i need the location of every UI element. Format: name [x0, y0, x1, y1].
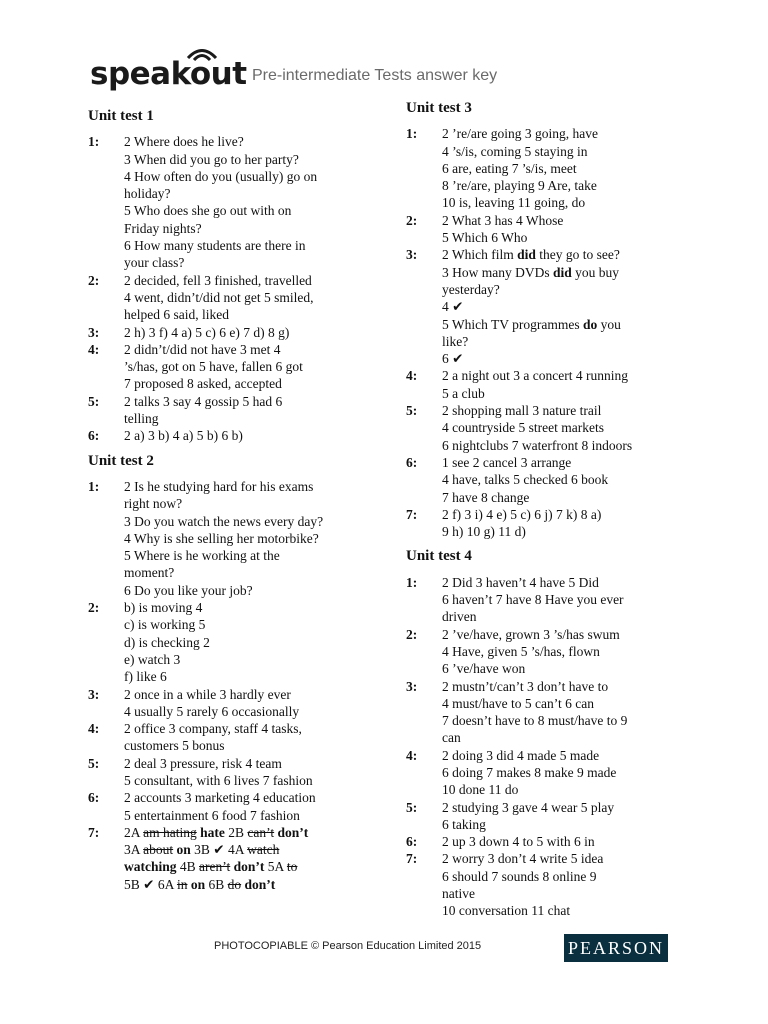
answer-line [124, 651, 378, 668]
answer-segment: moment? [124, 565, 175, 581]
answer-line [442, 437, 696, 454]
question-number: 1: [88, 134, 100, 150]
answer-segment: 6B [205, 876, 228, 892]
answer-line [124, 358, 378, 375]
answer-segment: helped 6 said, liked [124, 307, 229, 323]
answer-text [124, 478, 378, 599]
answer-segment: they go to see? [535, 247, 620, 263]
corrected-word: watching [124, 859, 177, 875]
answer-item [406, 833, 696, 850]
answer-line [442, 212, 696, 229]
answer-segment: 2 Is he studying hard for his exams [124, 478, 314, 494]
answer-line [124, 599, 378, 616]
answer-segment: 6 How many students are there in [124, 238, 306, 254]
answer-line [442, 194, 696, 211]
logo-text-out: out [189, 56, 247, 92]
answer-item [406, 367, 696, 402]
pearson-logo: PEARSON [564, 934, 668, 962]
answer-line [442, 419, 696, 436]
answer-segment: 2 doing 3 did 4 made 5 made [442, 747, 600, 763]
answer-text [124, 324, 378, 341]
answer-line [124, 789, 378, 806]
answer-line [124, 616, 378, 633]
answer-line [442, 523, 696, 540]
question-number: 3: [406, 247, 418, 263]
answer-line [442, 902, 696, 919]
answer-segment: 4 Have, given 5 ’s/has, flown [442, 643, 600, 659]
answer-segment: 5 Where is he working at the [124, 548, 280, 564]
struck-word: aren’t [199, 859, 231, 875]
answer-segment: 2 Did 3 haven’t 4 have 5 Did [442, 574, 599, 590]
answer-segment: 2 h) 3 f) 4 a) 5 c) 6 e) 7 d) 8 g) [124, 324, 290, 340]
question-number: 3: [406, 678, 418, 694]
answer-segment: like? [442, 333, 469, 349]
answer-item [406, 747, 696, 799]
answer-line [442, 781, 696, 798]
answer-item [88, 341, 378, 393]
answer-text [124, 272, 378, 324]
answer-segment: 2 a) 3 b) 4 a) 5 b) 6 b) [124, 428, 243, 444]
answer-segment: ’s/has, got on 5 have, fallen 6 got [124, 359, 303, 375]
answer-segment: 10 is, leaving 11 going, do [442, 195, 586, 211]
answer-segment: 5 a club [442, 385, 485, 401]
answer-segment: native [442, 886, 475, 902]
answer-segment: 3 How many DVDs [442, 264, 553, 280]
answer-line [442, 626, 696, 643]
answer-segment: f) like 6 [124, 669, 167, 685]
answer-segment: you [597, 316, 621, 332]
answer-line [124, 703, 378, 720]
answer-line [124, 547, 378, 564]
answer-text [124, 427, 378, 444]
corrected-word: don’t [277, 824, 309, 840]
unit-section [88, 453, 378, 893]
left-column [88, 108, 378, 893]
answer-line [442, 471, 696, 488]
answer-line [124, 289, 378, 306]
answer-line [442, 712, 696, 729]
answer-segment: 4 went, didn’t/did not get 5 smiled, [124, 289, 314, 305]
question-number: 1: [406, 574, 418, 590]
answer-line [124, 807, 378, 824]
answer-line [442, 316, 696, 333]
answer-line [124, 530, 378, 547]
answer-item [88, 478, 378, 599]
answer-text [124, 599, 378, 685]
struck-word: in [176, 876, 188, 892]
question-number: 1: [88, 478, 100, 494]
document-subtitle: Pre-intermediate Tests answer key [252, 67, 498, 84]
question-number: 1: [406, 126, 418, 142]
question-number: 6: [88, 790, 100, 806]
answer-text [442, 850, 696, 919]
corrected-word: hate [200, 824, 225, 840]
sound-waves-icon [182, 44, 222, 62]
answer-text [442, 747, 696, 799]
answer-item [406, 850, 696, 919]
answer-segment: 2 Where does he live? [124, 134, 244, 150]
answer-text [442, 402, 696, 454]
answer-segment: 5 entertainment 6 food 7 fashion [124, 807, 300, 823]
answer-segment: e) watch 3 [124, 651, 181, 667]
answer-item [88, 324, 378, 341]
answer-line [124, 495, 378, 512]
unit-title: Unit test 1 [88, 108, 154, 124]
answer-line [124, 582, 378, 599]
corrected-word: on [176, 842, 191, 858]
answer-line [124, 686, 378, 703]
photocopiable-notice: PHOTOCOPIABLE © Pearson Education Limited 2015 [214, 940, 482, 952]
unit-section [406, 100, 696, 540]
answer-segment: yesterday? [442, 281, 500, 297]
answer-segment: 6 nightclubs 7 waterfront 8 indoors [442, 437, 633, 453]
answer-item [406, 246, 696, 367]
answer-line [442, 264, 696, 281]
answer-segment: 2 talks 3 say 4 gossip 5 had 6 [124, 393, 283, 409]
answer-line [124, 478, 378, 495]
answer-segment: 2 accounts 3 marketing 4 education [124, 790, 316, 806]
answer-text [124, 755, 378, 790]
answer-segment: 4 usually 5 rarely 6 occasionally [124, 703, 300, 719]
answer-line [442, 678, 696, 695]
answer-item [88, 599, 378, 685]
answer-segment: 4B [176, 859, 200, 875]
answer-segment: 7 proposed 8 asked, accepted [124, 376, 282, 392]
unit-title: Unit test 3 [406, 100, 472, 116]
answer-line [124, 410, 378, 427]
answer-segment: 6 are, eating 7 ’s/is, meet [442, 160, 577, 176]
answer-item [88, 720, 378, 755]
answer-line [124, 668, 378, 685]
struck-word: to [286, 859, 298, 875]
struck-word: do [227, 876, 242, 892]
answer-segment: 2A [124, 824, 144, 840]
answer-text [442, 799, 696, 834]
corrected-word: do [582, 316, 598, 332]
answer-text [442, 574, 696, 626]
answer-line [442, 816, 696, 833]
answer-text [124, 393, 378, 428]
right-column [406, 100, 696, 920]
answer-line [442, 660, 696, 677]
answer-line [442, 229, 696, 246]
answer-line [442, 281, 696, 298]
answer-item [88, 133, 378, 271]
answer-line [124, 564, 378, 581]
answer-segment: b) is moving 4 [124, 600, 203, 616]
answer-line [124, 858, 378, 875]
answer-line [124, 841, 378, 858]
unit-title: Unit test 2 [88, 452, 154, 469]
corrected-word: don’t [244, 876, 276, 892]
question-number: 7: [88, 824, 100, 840]
answer-segment: 4 How often do you (usually) go on [124, 168, 318, 184]
answer-segment: right now? [124, 496, 183, 512]
question-number: 7: [406, 506, 418, 522]
answer-line [124, 324, 378, 341]
answer-segment: 4 must/have to 5 can’t 6 can [442, 695, 594, 711]
question-number: 7: [406, 851, 418, 867]
question-number: 2: [406, 626, 418, 642]
answer-segment: 3B ✔ 4A [190, 842, 248, 858]
question-number: 2: [88, 272, 100, 288]
answer-line [124, 737, 378, 754]
answer-line [442, 246, 696, 263]
answer-segment: 7 have 8 change [442, 489, 530, 505]
corrected-word: did [553, 264, 572, 280]
answer-segment: 2 What 3 has 4 Whose [442, 212, 564, 228]
answer-text [442, 246, 696, 367]
answer-segment: 2 once in a while 3 hardly ever [124, 686, 291, 702]
answer-segment: you buy [571, 264, 620, 280]
answer-segment: 2 ’re/are going 3 going, have [442, 126, 598, 142]
question-number: 6: [88, 428, 100, 444]
answer-segment: 2 shopping mall 3 nature trail [442, 403, 602, 419]
answer-segment: 10 done 11 do [442, 782, 519, 798]
answer-line [442, 591, 696, 608]
corrected-word: did [517, 247, 536, 263]
answer-segment: 2 deal 3 pressure, risk 4 team [124, 755, 282, 771]
answer-segment: 2 mustn’t/can’t 3 don’t have to [442, 678, 609, 694]
answer-segment: 3 Do you watch the news every day? [124, 513, 324, 529]
answer-text [442, 506, 696, 541]
answer-item [88, 272, 378, 324]
answer-segment: 4 Why is she selling her motorbike? [124, 530, 319, 546]
answer-segment: 6 haven’t 7 have 8 Have you ever [442, 592, 624, 608]
answer-segment: 6 taking [442, 816, 486, 832]
question-number: 4: [88, 721, 100, 737]
answer-segment: 2 f) 3 i) 4 e) 5 c) 6 j) 7 k) 8 a) [442, 506, 602, 522]
answer-segment: 4 countryside 5 street markets [442, 420, 604, 436]
answer-line [442, 729, 696, 746]
answer-segment: 4 ’s/is, coming 5 staying in [442, 143, 588, 159]
answer-segment: 3A [124, 842, 144, 858]
answer-item [88, 755, 378, 790]
answer-line [124, 824, 378, 841]
answer-item [88, 824, 378, 893]
answer-item [406, 799, 696, 834]
answer-segment: 2 decided, fell 3 finished, travelled [124, 272, 312, 288]
answer-segment: 2 worry 3 don’t 4 write 5 idea [442, 851, 604, 867]
question-number: 5: [88, 393, 100, 409]
answer-text [442, 212, 696, 247]
answer-text [124, 686, 378, 721]
answer-line [124, 151, 378, 168]
answer-text [442, 454, 696, 506]
answer-line [442, 454, 696, 471]
answer-segment: 2 ’ve/have, grown 3 ’s/has swum [442, 626, 620, 642]
answer-line [124, 393, 378, 410]
answer-segment: 5A [264, 859, 287, 875]
answer-line [124, 341, 378, 358]
answer-segment: 3 When did you go to her party? [124, 151, 299, 167]
answer-text [124, 720, 378, 755]
answer-segment: your class? [124, 255, 185, 271]
answer-segment: holiday? [124, 186, 171, 202]
answer-item [406, 574, 696, 626]
answer-line [442, 298, 696, 315]
answer-segment: driven [442, 609, 477, 625]
answer-line [442, 367, 696, 384]
answer-line [124, 185, 378, 202]
answer-line [442, 850, 696, 867]
answer-segment: 5 Which 6 Who [442, 230, 528, 246]
question-number: 5: [88, 755, 100, 771]
answer-line [442, 350, 696, 367]
answer-segment: 10 conversation 11 chat [442, 903, 571, 919]
answer-item [406, 212, 696, 247]
answer-line [124, 306, 378, 323]
answer-text [442, 626, 696, 678]
answer-item [406, 454, 696, 506]
answer-segment: 1 see 2 cancel 3 arrange [442, 454, 572, 470]
answer-line [442, 608, 696, 625]
answer-segment: 2 studying 3 gave 4 wear 5 play [442, 799, 615, 815]
answer-line [442, 868, 696, 885]
answer-segment: Friday nights? [124, 220, 202, 236]
answer-item [88, 686, 378, 721]
answer-item [88, 427, 378, 444]
answer-line [442, 402, 696, 419]
question-number: 5: [406, 799, 418, 815]
answer-segment: 2 didn’t/did not have 3 met 4 [124, 341, 281, 357]
answer-segment: telling [124, 411, 159, 427]
answer-text [442, 125, 696, 211]
answer-line [124, 237, 378, 254]
question-number: 2: [406, 212, 418, 228]
answer-line [124, 254, 378, 271]
answer-line [442, 333, 696, 350]
answer-line [442, 885, 696, 902]
answer-line [442, 643, 696, 660]
answer-segment: 8 ’re/are, playing 9 Are, take [442, 178, 597, 194]
answer-line [124, 720, 378, 737]
answer-line [442, 143, 696, 160]
answer-item [406, 678, 696, 747]
answer-line [124, 220, 378, 237]
answer-segment: d) is checking 2 [124, 634, 210, 650]
answer-text [124, 341, 378, 393]
answer-item [406, 626, 696, 678]
struck-word: am hating [143, 824, 197, 840]
answer-text [442, 678, 696, 747]
question-number: 5: [406, 403, 418, 419]
answer-line [442, 747, 696, 764]
answer-segment: 6 doing 7 makes 8 make 9 made [442, 764, 617, 780]
answer-line [124, 634, 378, 651]
answer-segment: 7 doesn’t have to 8 must/have to 9 [442, 713, 628, 729]
unit-section [406, 548, 696, 919]
answer-segment: 6 should 7 sounds 8 online 9 [442, 868, 597, 884]
answer-segment: 9 h) 10 g) 11 d) [442, 524, 526, 540]
answer-item [406, 125, 696, 211]
answer-line [124, 755, 378, 772]
question-number: 4: [406, 747, 418, 763]
answer-line [442, 695, 696, 712]
corrected-word: on [190, 876, 206, 892]
question-number: 4: [406, 368, 418, 384]
answer-item [88, 789, 378, 824]
answer-segment: 6 Do you like your job? [124, 582, 253, 598]
answer-line [442, 489, 696, 506]
answer-segment: 2 Which film [442, 247, 518, 263]
unit-title: Unit test 4 [406, 548, 472, 565]
answer-text [124, 789, 378, 824]
answer-segment: 2 office 3 company, staff 4 tasks, [124, 721, 302, 737]
answer-line [124, 772, 378, 789]
answer-segment: 5 Which TV programmes [442, 316, 583, 332]
question-number: 3: [88, 686, 100, 702]
speakout-logo [90, 56, 247, 92]
question-number: 3: [88, 324, 100, 340]
answer-text [442, 833, 696, 850]
answer-segment: 6 ’ve/have won [442, 661, 526, 677]
answer-text [124, 824, 378, 893]
answer-line [124, 427, 378, 444]
question-number: 2: [88, 600, 100, 616]
answer-segment: 2 a night out 3 a concert 4 running [442, 368, 628, 384]
answer-segment: can [442, 730, 461, 746]
answer-line [442, 506, 696, 523]
answer-line [124, 876, 378, 893]
answer-segment: 5B ✔ 6A [124, 876, 177, 892]
answer-segment: 4 have, talks 5 checked 6 book [442, 472, 609, 488]
answer-line [442, 177, 696, 194]
answer-segment: 5 consultant, with 6 lives 7 fashion [124, 772, 313, 788]
answer-line [124, 168, 378, 185]
answer-line [442, 764, 696, 781]
struck-word: watch [247, 842, 280, 858]
answer-line [442, 160, 696, 177]
corrected-word: don’t [233, 859, 265, 875]
answer-segment: customers 5 bonus [124, 738, 225, 754]
answer-line [442, 574, 696, 591]
answer-text [442, 367, 696, 402]
document-header [90, 44, 690, 94]
answer-text [124, 133, 378, 271]
question-number: 6: [406, 454, 418, 470]
answer-line [442, 799, 696, 816]
answer-line [442, 385, 696, 402]
answer-line [124, 202, 378, 219]
answer-line [442, 125, 696, 142]
answer-line [124, 513, 378, 530]
logo-text-speak: speak [90, 56, 190, 92]
answer-segment: 5 Who does she go out with on [124, 203, 292, 219]
answer-item [88, 393, 378, 428]
question-number: 6: [406, 834, 418, 850]
unit-section [88, 108, 378, 445]
answer-line [124, 272, 378, 289]
answer-segment: 2B [224, 824, 248, 840]
struck-word: can’t [247, 824, 275, 840]
answer-segment: 2 up 3 down 4 to 5 with 6 in [442, 834, 595, 850]
answer-item [406, 506, 696, 541]
struck-word: about [143, 842, 174, 858]
answer-line [124, 375, 378, 392]
answer-segment: 6 ✔ [442, 351, 464, 367]
answer-segment: 4 ✔ [442, 299, 464, 315]
question-number: 4: [88, 341, 100, 357]
answer-line [124, 133, 378, 150]
answer-segment: c) is working 5 [124, 617, 206, 633]
answer-line [442, 833, 696, 850]
answer-item [406, 402, 696, 454]
